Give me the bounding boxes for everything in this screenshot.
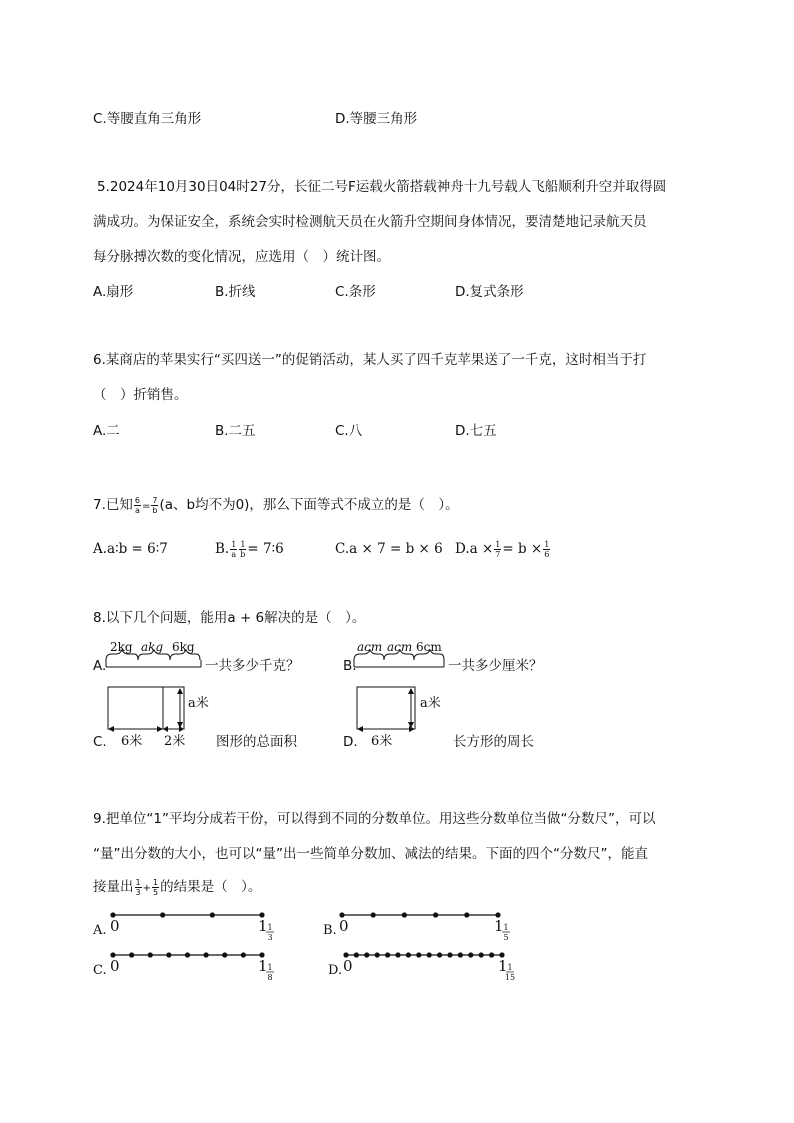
q8-d-height: a米: [420, 696, 441, 711]
q7-frac1-den: a: [134, 505, 140, 515]
q5-option-c: C.条形: [335, 284, 376, 300]
q9-ruler-d-point: [395, 952, 400, 957]
q9-ruler-b-point: [464, 912, 469, 917]
q9-ruler-b-label: B.: [323, 923, 337, 938]
q7-option-c: C.a × 7 = b × 6: [335, 541, 443, 557]
q6-option-b: B.二五: [215, 423, 256, 439]
q6-stem-line1: 6.某商店的苹果实行“买四送一”的促销活动，某人买了四千克苹果送了一千克，这时相当于打: [93, 352, 647, 368]
q5-option-b: B.折线: [215, 284, 256, 300]
q9-ruler-a-unit-num: 1: [267, 923, 273, 932]
q9-ruler-c-point: [241, 952, 246, 957]
q9-ruler-a-label: A.: [93, 923, 107, 938]
q9-ruler-d-point: [489, 952, 494, 957]
q9-ruler-c-point: [204, 952, 209, 957]
q6-option-d: D.七五: [455, 423, 497, 439]
q8-c-height: a米: [188, 696, 209, 711]
q9-ruler-d-point: [468, 952, 473, 957]
q7-option-d-frac2-num: 1: [544, 540, 550, 549]
q9-ruler-c-point: [166, 952, 171, 957]
q9-line3-prefix: 接量出: [93, 879, 134, 895]
q9-ruler-d-point: [354, 952, 359, 957]
q9-frac2-num: 1: [152, 877, 159, 887]
q9-ruler-a-point: [210, 912, 215, 917]
q9-ruler-b-unit-den: 5: [503, 933, 509, 942]
q9-ruler-a-point: [160, 912, 165, 917]
q9-ruler-d-start: 0: [343, 957, 353, 975]
q6-option-c: C.八: [335, 423, 363, 439]
q9-stem-line2: “量”出分数的大小，也可以“量”出一些简单分数加、减法的结果。下面的四个“分数尺”，能直: [93, 846, 648, 862]
q9-ruler-d-point: [458, 952, 463, 957]
q8-b-seg2: acm: [387, 640, 413, 654]
q9-ruler-c-label: C.: [93, 963, 107, 978]
q7-option-d-frac2-den: 6: [544, 550, 550, 559]
q8-d-question: 长方形的周长: [453, 734, 534, 750]
q9-ruler-d-unit-den: 15: [504, 973, 516, 982]
q9-ruler-b-point: [371, 912, 376, 917]
q5-option-d: D.复式条形: [455, 284, 524, 300]
q9-ruler-d-point: [375, 952, 380, 957]
q7-option-d-frac1-num: 1: [495, 540, 501, 549]
q9-ruler-c-point: [185, 952, 190, 957]
q7-stem-start: 7.已知: [93, 497, 133, 513]
q9-frac2-den: 5: [152, 887, 159, 897]
q8-a-label: A.: [93, 658, 107, 674]
q9-ruler-d-label: D.: [328, 963, 343, 978]
q9-ruler-d-point: [447, 952, 452, 957]
q9-ruler-c-unit-num: 1: [267, 963, 273, 972]
q9-ruler-b-start: 0: [339, 917, 349, 935]
q7-option-d-frac1-den: 7: [495, 550, 501, 559]
q7-option-d-prefix: D.a ×: [455, 541, 494, 557]
q7-option-a: A.a∶b = 6∶7: [93, 541, 168, 557]
q8-a-seg2: akg: [141, 640, 164, 654]
q8-a-question: 一共多少千克？: [205, 658, 300, 674]
q4-option-c: C.等腰直角三角形: [93, 111, 202, 127]
q9-ruler-b-point: [433, 912, 438, 917]
q8-c-question: 图形的总面积: [216, 734, 297, 750]
q9-ruler-d-end: 1: [498, 957, 508, 975]
q7-frac1-num: 6: [134, 495, 140, 505]
q8-b-label: B.: [343, 658, 357, 674]
q9-ruler-c-point: [148, 952, 153, 957]
q7-option-b-frac1-num: 1: [231, 540, 237, 549]
q8-d-label: D.: [343, 734, 358, 750]
q9-ruler-d-unit-num: 1: [507, 963, 513, 972]
q9-ruler-d-point: [479, 952, 484, 957]
q7-option-d-mid: = b ×: [502, 541, 543, 557]
q8-b-question: 一共多少厘米？: [448, 658, 543, 674]
q9-ruler-c-point: [222, 952, 227, 957]
q9-ruler-d-point: [427, 952, 432, 957]
q8-c-extra: 2米: [164, 734, 186, 749]
q9-ruler-d-point: [406, 952, 411, 957]
q9-frac1-num: 1: [135, 877, 141, 887]
q9-ruler-d-point: [364, 952, 369, 957]
q9-ruler-d-point: [385, 952, 390, 957]
q9-ruler-c-end: 1: [258, 957, 268, 975]
q7-option-b-suffix: = 7∶6: [247, 541, 284, 557]
q5-stem-line2: 满成功。为保证安全，系统会实时检测航天员在火箭升空期间身体情况，要清楚地记录航天员: [93, 214, 647, 230]
q9-ruler-a-end: 1: [258, 917, 268, 935]
q7-option-b-frac2-den: b: [240, 550, 246, 559]
q9-ruler-b-unit-num: 1: [503, 923, 509, 932]
q7-stem-mid: (a、b均不为0)，那么下面等式不成立的是（ ）。: [159, 497, 459, 513]
q8-a-seg3: 6kg: [172, 640, 195, 654]
q7-option-b-frac2-num: 1: [240, 540, 246, 549]
q5-stem-line1: 5.2024年10月30日04时27分，长征二号F运载火箭搭载神舟十九号载人飞船顺利升空并取得圆: [97, 179, 667, 195]
q7-frac2-den: b: [152, 505, 158, 515]
q9-ruler-c-unit-den: 8: [267, 973, 273, 982]
q8-d-width: 6米: [371, 734, 393, 749]
q9-ruler-d-point: [416, 952, 421, 957]
q4-option-d: D.等腰三角形: [335, 111, 418, 127]
q9-ruler-b-end: 1: [494, 917, 504, 935]
q8-stem: 8.以下几个问题，能用a + 6解决的是（ ）。: [93, 610, 366, 626]
q7-eq: =: [141, 501, 151, 512]
q6-option-a: A.二: [93, 423, 120, 439]
q9-plus: +: [142, 883, 151, 894]
q8-c-label: C.: [93, 734, 107, 750]
q5-option-a: A.扇形: [93, 284, 134, 300]
q7-frac2-num: 7: [152, 495, 158, 505]
q9-ruler-c-start: 0: [110, 957, 120, 975]
q7-option-b-prefix: B.: [215, 541, 230, 557]
q8-c-width: 6米: [121, 734, 143, 749]
q9-frac1-den: 3: [135, 887, 141, 897]
q9-ruler-a-start: 0: [110, 917, 120, 935]
q5-stem-line3: 每分脉搏次数的变化情况，应选用（ ）统计图。: [93, 249, 390, 265]
q9-ruler-d-point: [437, 952, 442, 957]
q9-ruler-c-point: [129, 952, 134, 957]
q9-stem-line1: 9.把单位“1”平均分成若干份，可以得到不同的分数单位。用这些分数单位当做“分数尺”，可以: [93, 811, 656, 827]
q9-ruler-a-unit-den: 3: [267, 933, 273, 942]
q9-ruler-b-point: [402, 912, 407, 917]
q9-line3-suffix: 的结果是（ ）。: [160, 879, 262, 895]
q8-b-seg3: 6cm: [416, 640, 442, 654]
q6-stem-line2: （ ）折销售。: [93, 387, 188, 403]
q8-a-seg1: 2kg: [110, 640, 133, 654]
q8-b-seg1: acm: [357, 640, 383, 654]
q7-option-b-frac1-den: a: [231, 550, 237, 559]
